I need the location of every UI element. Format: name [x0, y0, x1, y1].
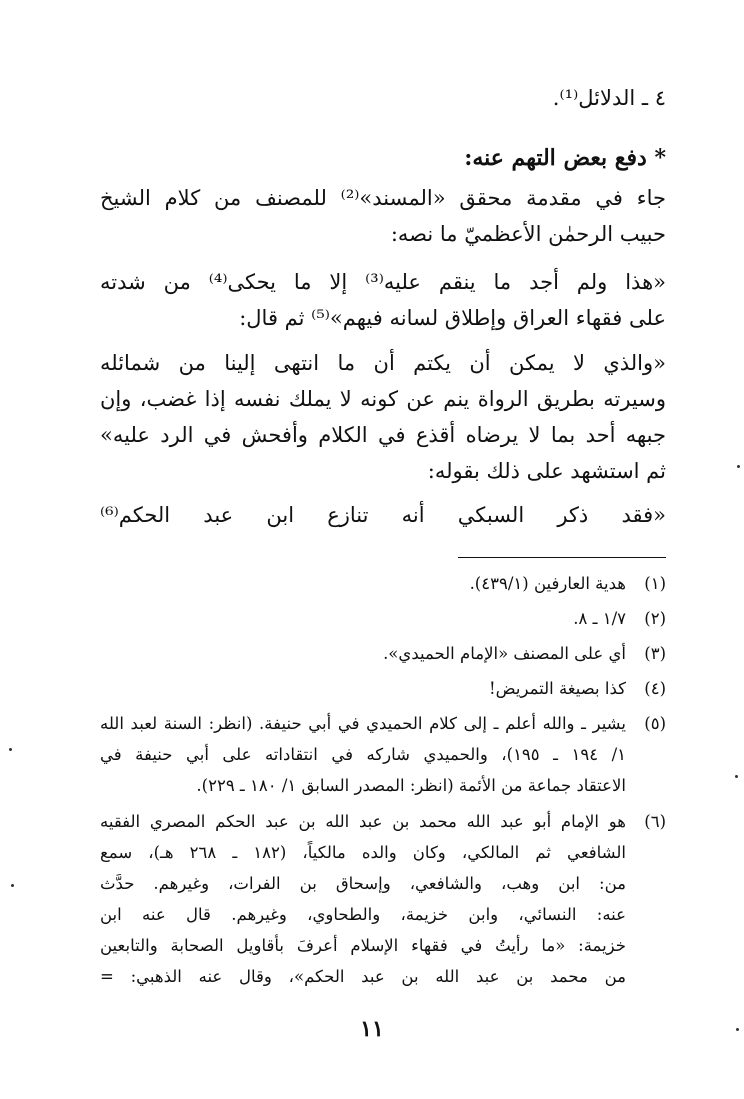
footnote-text: ١/٧ ـ ٨. — [573, 609, 626, 628]
footnote-divider — [458, 557, 666, 558]
footnote-number: (٦) — [644, 812, 666, 831]
scan-speck — [11, 884, 14, 887]
list-item-4: ٤ ـ الدلائل⁽¹⁾. — [552, 86, 666, 110]
footnote-number: (٤) — [644, 679, 666, 698]
footnote-text: كذا بصيغة التمريض! — [489, 679, 626, 698]
footnote-number: (٥) — [644, 714, 666, 733]
paragraph-line: حبيب الرحمٰن الأعظميّ ما نصه: — [390, 222, 666, 246]
scan-speck — [9, 748, 12, 751]
paragraph-line: جبهه أحد بما لا يرضاه أقذع في الكلام وأفحش في الرد عليه» — [100, 423, 666, 447]
footnote-continuation: الشافعي ثم المالكي، وكان والده مالكياً، (١٨٢ ـ ٢٦٨ هـ)، سمع — [100, 843, 626, 862]
paragraph-line: «هذا ولم أجد ما ينقم عليه⁽³⁾ إلا ما يحكى⁽⁴⁾ من شدته — [100, 270, 666, 294]
paragraph-line: على فقهاء العراق وإطلاق لسانه فيهم»⁽⁵⁾ ثم قال: — [239, 306, 666, 330]
footnote-text: يشير ـ والله أعلم ـ إلى كلام الحميدي في أبي حنيفة. (انظر: السنة لعبد الله — [100, 714, 626, 733]
scan-speck — [737, 465, 740, 468]
footnote-text: أي على المصنف «الإمام الحميدي». — [383, 644, 626, 663]
footnote-text: هو الإمام أبو عبد الله محمد بن عبد الله بن عبد الحكم المصري الفقيه — [100, 812, 626, 831]
paragraph-line: وسيرته بطريق الرواة ينم عن كونه لا يملك نفسه إذا غضب، وإن — [100, 387, 666, 411]
section-heading: * دفع بعض التهم عنه: — [464, 145, 666, 171]
footnote-number: (١) — [644, 574, 666, 593]
footnote-continuation: ١/ ١٩٤ ـ ١٩٥)، والحميدي شاركه في انتقاداته على أبي حنيفة في — [100, 745, 626, 764]
footnote-continuation: خزيمة: «ما رأيتُ في فقهاء الإسلام أعرفَ بأقاويل الصحابة والتابعين — [100, 936, 626, 955]
footnote-number: (٢) — [644, 609, 666, 628]
scan-speck — [735, 775, 738, 778]
scan-speck — [736, 1028, 739, 1031]
footnote-text: هدية العارفين (٤٣٩/١). — [469, 574, 626, 593]
footnote-2 — [100, 606, 666, 632]
paragraph-line: جاء في مقدمة محقق «المسند»⁽²⁾ للمصنف من كلام الشيخ — [100, 186, 666, 210]
page-number: ١١ — [360, 1016, 384, 1042]
footnote-6 — [100, 809, 666, 835]
paragraph-line: ثم استشهد على ذلك بقوله: — [427, 459, 666, 483]
footnote-3 — [100, 641, 666, 667]
footnote-continuation: من: ابن وهب، والشافعي، وإسحاق بن الفرات، وغيرهم. حدَّث — [100, 874, 626, 893]
footnote-continuation: الاعتقاد جماعة من الأئمة (انظر: المصدر السابق ١/ ١٨٠ ـ ٢٢٩). — [196, 776, 626, 795]
paragraph-line: «فقد ذكر السبكي أنه تنازع ابن عبد الحكم⁽⁶⁾ — [100, 503, 666, 527]
book-page — [100, 0, 666, 1099]
footnote-continuation: عنه: النسائي، وابن خزيمة، والطحاوي، وغيرهم. قال عنه ابن — [100, 905, 626, 924]
footnote-4 — [100, 676, 666, 702]
footnote-number: (٣) — [644, 644, 666, 663]
footnote-5 — [100, 711, 666, 737]
paragraph-line: «والذي لا يمكن أن يكتم أن ما انتهى إلينا من شمائله — [100, 351, 666, 375]
footnote-1 — [100, 571, 666, 597]
footnote-continuation: من محمد بن عبد الله بن عبد الحكم»، وقال عنه الذهبي: = — [100, 967, 626, 986]
